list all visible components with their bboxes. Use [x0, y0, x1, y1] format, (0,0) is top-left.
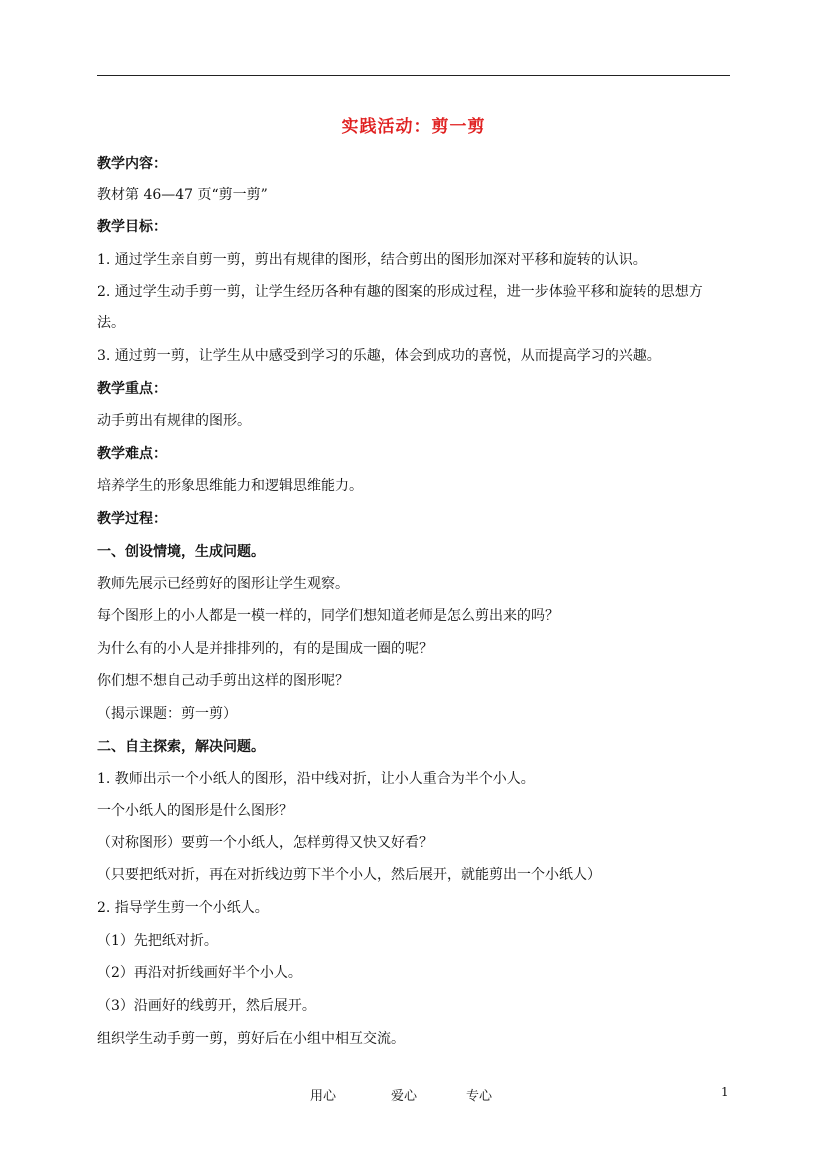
- body-line: 3. 通过剪一剪，让学生从中感受到学习的乐趣，体会到成功的喜悦，从而提高学习的兴趣。: [97, 348, 661, 364]
- body-line: 1. 教师出示一个小纸人的图形，沿中线对折，让小人重合为半个小人。: [97, 771, 535, 787]
- body-line: 培养学生的形象思维能力和逻辑思维能力。: [97, 478, 363, 494]
- body-line: （3）沿画好的线剪开，然后展开。: [97, 998, 316, 1014]
- section-heading: 教学重点：: [97, 381, 167, 397]
- section-heading: 教学难点：: [97, 446, 167, 462]
- section-heading: 教学内容：: [97, 156, 167, 172]
- header-rule: [97, 75, 730, 76]
- footer-motto-3: 专心: [466, 1089, 493, 1104]
- body-line: 每个图形上的小人都是一模一样的，同学们想知道老师是怎么剪出来的吗？: [97, 608, 559, 624]
- footer-motto-2: 爱心: [391, 1089, 418, 1104]
- body-line: 1. 通过学生亲自剪一剪，剪出有规律的图形，结合剪出的图形加深对平移和旋转的认识。: [97, 252, 647, 268]
- body-line: 为什么有的小人是并排排列的，有的是围成一圈的呢？: [97, 641, 433, 657]
- body-line: 2. 指导学生剪一个小纸人。: [97, 900, 269, 916]
- body-line: 法。: [97, 315, 125, 331]
- body-line: （揭示课题：剪一剪）: [97, 706, 237, 722]
- document-title: 实践活动：剪一剪: [341, 117, 486, 137]
- section-heading: 二、自主探索，解决问题。: [97, 739, 265, 755]
- body-line: 一个小纸人的图形是什么图形？: [97, 803, 293, 819]
- body-line: （1）先把纸对折。: [97, 933, 218, 949]
- footer-motto-1: 用心: [310, 1089, 337, 1104]
- section-heading: 教学过程：: [97, 511, 167, 527]
- section-heading: 教学目标：: [97, 219, 167, 235]
- body-line: 动手剪出有规律的图形。: [97, 413, 251, 429]
- body-line: 你们想不想自己动手剪出这样的图形呢？: [97, 673, 349, 689]
- body-line: 教材第 46—47 页“剪一剪”: [97, 187, 268, 203]
- body-line: （对称图形）要剪一个小纸人，怎样剪得又快又好看？: [97, 835, 433, 851]
- section-heading: 一、创设情境，生成问题。: [97, 544, 265, 560]
- page-number: 1: [721, 1085, 729, 1099]
- body-line: （2）再沿对折线画好半个小人。: [97, 965, 302, 981]
- body-line: 教师先展示已经剪好的图形让学生观察。: [97, 576, 349, 592]
- body-line: 2. 通过学生动手剪一剪，让学生经历各种有趣的图案的形成过程，进一步体验平移和旋转的思想方: [97, 284, 703, 300]
- body-line: （只要把纸对折，再在对折线边剪下半个小人，然后展开，就能剪出一个小纸人）: [97, 867, 601, 883]
- body-line: 组织学生动手剪一剪，剪好后在小组中相互交流。: [97, 1031, 405, 1047]
